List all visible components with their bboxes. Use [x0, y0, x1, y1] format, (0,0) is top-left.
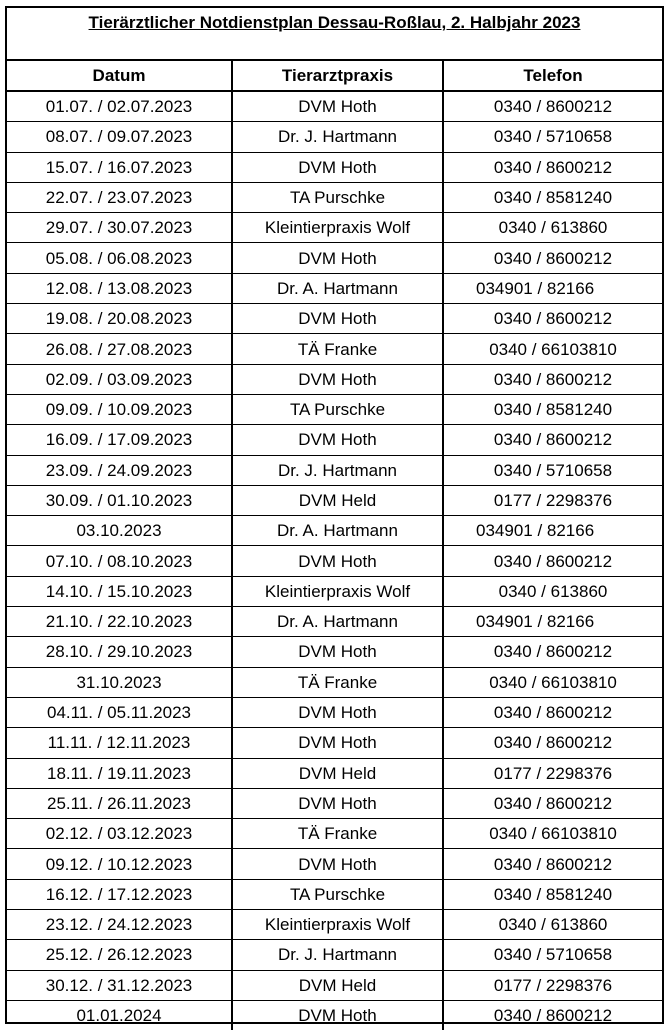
table-row — [7, 91, 662, 122]
date-cell: 07.10. / 08.10.2023 — [7, 546, 232, 576]
praxis-cell: DVM Hoth — [232, 425, 443, 455]
praxis-cell: DVM Hoth — [232, 728, 443, 758]
schedule-table — [7, 61, 662, 1030]
date-cell: 04.11. / 05.11.2023 — [7, 697, 232, 727]
praxis-cell: Dr. A. Hartmann — [232, 273, 443, 303]
phone-cell: 0340 / 613860 — [443, 213, 662, 243]
date-cell: 29.07. / 30.07.2023 — [7, 213, 232, 243]
table-row — [7, 273, 662, 303]
praxis-cell: Dr. J. Hartmann — [232, 122, 443, 152]
date-cell: 30.09. / 01.10.2023 — [7, 485, 232, 515]
column-header-phone: Telefon — [443, 61, 662, 91]
praxis-cell: DVM Hoth — [232, 243, 443, 273]
table-row — [7, 667, 662, 697]
table-row — [7, 455, 662, 485]
header-row — [7, 61, 662, 91]
phone-cell: 0340 / 8600212 — [443, 364, 662, 394]
praxis-cell: DVM Held — [232, 970, 443, 1000]
table-row — [7, 182, 662, 212]
table-row — [7, 576, 662, 606]
praxis-cell: Dr. A. Hartmann — [232, 607, 443, 637]
phone-cell: 0340 / 5710658 — [443, 940, 662, 970]
table-row — [7, 243, 662, 273]
praxis-cell: TÄ Franke — [232, 334, 443, 364]
title-row — [7, 8, 662, 61]
phone-cell: 034901 / 82166 — [443, 273, 662, 303]
praxis-cell: TA Purschke — [232, 879, 443, 909]
phone-cell: 0177 / 2298376 — [443, 485, 662, 515]
phone-cell: 0340 / 8600212 — [493, 1006, 613, 1026]
phone-cell: 0340 / 613860 — [443, 576, 662, 606]
table-row — [7, 849, 662, 879]
phone-cell: 0340 / 66103810 — [443, 819, 662, 849]
table-row — [7, 1000, 662, 1030]
date-cell: 14.10. / 15.10.2023 — [7, 576, 232, 606]
phone-cell: 0177 / 2298376 — [443, 970, 662, 1000]
praxis-cell: DVM Held — [232, 485, 443, 515]
phone-cell: 0340 / 5710658 — [443, 455, 662, 485]
table-row — [7, 970, 662, 1000]
table-row — [7, 122, 662, 152]
date-cell: 19.08. / 20.08.2023 — [7, 304, 232, 334]
date-cell: 05.08. / 06.08.2023 — [7, 243, 232, 273]
table-row — [7, 728, 662, 758]
praxis-cell: DVM Hoth — [232, 546, 443, 576]
praxis-cell: TÄ Franke — [232, 819, 443, 849]
phone-cell: 0177 / 2298376 — [443, 758, 662, 788]
date-cell: 23.09. / 24.09.2023 — [7, 455, 232, 485]
phone-cell: 0340 / 8600212 — [443, 728, 662, 758]
praxis-cell: TA Purschke — [232, 182, 443, 212]
praxis-cell: DVM Held — [232, 758, 443, 788]
praxis-cell: DVM Hoth — [232, 849, 443, 879]
date-cell: 18.11. / 19.11.2023 — [7, 758, 232, 788]
phone-cell: 0340 / 8600212 — [443, 849, 662, 879]
phone-cell: 0340 / 8600212 — [443, 697, 662, 727]
phone-cell: 0340 / 8600212 — [443, 304, 662, 334]
praxis-cell: Kleintierpraxis Wolf — [232, 213, 443, 243]
table-row — [7, 819, 662, 849]
phone-cell: 0340 / 8600212 — [443, 425, 662, 455]
phone-cell: 0340 / 8581240 — [443, 182, 662, 212]
praxis-cell: DVM Hoth — [232, 1000, 443, 1030]
date-cell: 30.12. / 31.12.2023 — [7, 970, 232, 1000]
schedule-sheet — [5, 6, 664, 1024]
column-header-praxis: Tierarztpraxis — [232, 61, 443, 91]
phone-cell: 0340 / 8600212 — [443, 788, 662, 818]
date-cell: 11.11. / 12.11.2023 — [7, 728, 232, 758]
praxis-cell: Dr. A. Hartmann — [232, 516, 443, 546]
table-row — [7, 334, 662, 364]
praxis-cell: DVM Hoth — [232, 637, 443, 667]
praxis-cell: Dr. J. Hartmann — [232, 455, 443, 485]
praxis-cell: DVM Hoth — [232, 697, 443, 727]
praxis-cell: DVM Hoth — [232, 91, 443, 122]
phone-cell: 0340 / 8600212 — [443, 91, 662, 122]
table-row — [7, 697, 662, 727]
date-cell: 31.10.2023 — [7, 667, 232, 697]
table-row — [7, 607, 662, 637]
table-row — [7, 758, 662, 788]
phone-cell: 034901 / 82166 — [443, 516, 662, 546]
table-row — [7, 788, 662, 818]
date-cell: 08.07. / 09.07.2023 — [7, 122, 232, 152]
date-cell: 16.09. / 17.09.2023 — [7, 425, 232, 455]
phone-cell: 0340 / 5710658 — [443, 122, 662, 152]
praxis-cell: TA Purschke — [232, 394, 443, 424]
table-row — [7, 879, 662, 909]
date-cell: 25.12. / 26.12.2023 — [7, 940, 232, 970]
column-header-date: Datum — [7, 61, 232, 91]
date-cell: 15.07. / 16.07.2023 — [7, 152, 232, 182]
praxis-cell: Dr. J. Hartmann — [232, 940, 443, 970]
phone-cell: 0340 / 8600212 — [443, 546, 662, 576]
date-cell: 25.11. / 26.11.2023 — [7, 788, 232, 818]
phone-cell: 0340 / 66103810 — [443, 667, 662, 697]
table-row — [7, 425, 662, 455]
table-row — [7, 940, 662, 970]
phone-cell: 0340 / 8581240 — [443, 394, 662, 424]
table-row — [7, 364, 662, 394]
date-cell: 28.10. / 29.10.2023 — [7, 637, 232, 667]
date-cell: 23.12. / 24.12.2023 — [7, 910, 232, 940]
table-row — [7, 910, 662, 940]
date-cell: 01.07. / 02.07.2023 — [7, 91, 232, 122]
table-row — [7, 213, 662, 243]
phone-cell: 0340 / 66103810 — [443, 334, 662, 364]
page-title: Tierärztlicher Notdienstplan Dessau-Roßlau, 2. Halbjahr 2023 — [88, 13, 581, 32]
table-row — [7, 546, 662, 576]
phone-cell: 0340 / 8600212 — [443, 243, 662, 273]
date-cell: 22.07. / 23.07.2023 — [7, 182, 232, 212]
date-cell: 02.12. / 03.12.2023 — [7, 819, 232, 849]
praxis-cell: DVM Hoth — [232, 152, 443, 182]
schedule-rows — [7, 91, 662, 1030]
table-row — [7, 394, 662, 424]
date-cell: 02.09. / 03.09.2023 — [7, 364, 232, 394]
praxis-cell: Kleintierpraxis Wolf — [232, 576, 443, 606]
praxis-cell: TÄ Franke — [232, 667, 443, 697]
table-row — [7, 152, 662, 182]
praxis-cell: DVM Hoth — [232, 304, 443, 334]
date-cell: 26.08. / 27.08.2023 — [7, 334, 232, 364]
table-row — [7, 516, 662, 546]
date-cell: 16.12. / 17.12.2023 — [7, 879, 232, 909]
date-cell: 03.10.2023 — [7, 516, 232, 546]
phone-cell: 0340 / 613860 — [443, 910, 662, 940]
phone-cell: 0340 / 8600212 — [443, 152, 662, 182]
phone-cell: 0340 / 8581240 — [443, 879, 662, 909]
phone-cell: 0340 / 8600212 — [443, 637, 662, 667]
praxis-cell: Kleintierpraxis Wolf — [232, 910, 443, 940]
praxis-cell: DVM Hoth — [232, 364, 443, 394]
date-cell: 09.12. / 10.12.2023 — [7, 849, 232, 879]
phone-cell: 034901 / 82166 — [443, 607, 662, 637]
date-cell: 09.09. / 10.09.2023 — [7, 394, 232, 424]
table-row — [7, 304, 662, 334]
date-cell: 21.10. / 22.10.2023 — [7, 607, 232, 637]
table-row — [7, 485, 662, 515]
praxis-cell: DVM Hoth — [232, 788, 443, 818]
date-cell: 12.08. / 13.08.2023 — [7, 273, 232, 303]
table-row — [7, 637, 662, 667]
date-cell: 01.01.2024 — [7, 1000, 232, 1030]
